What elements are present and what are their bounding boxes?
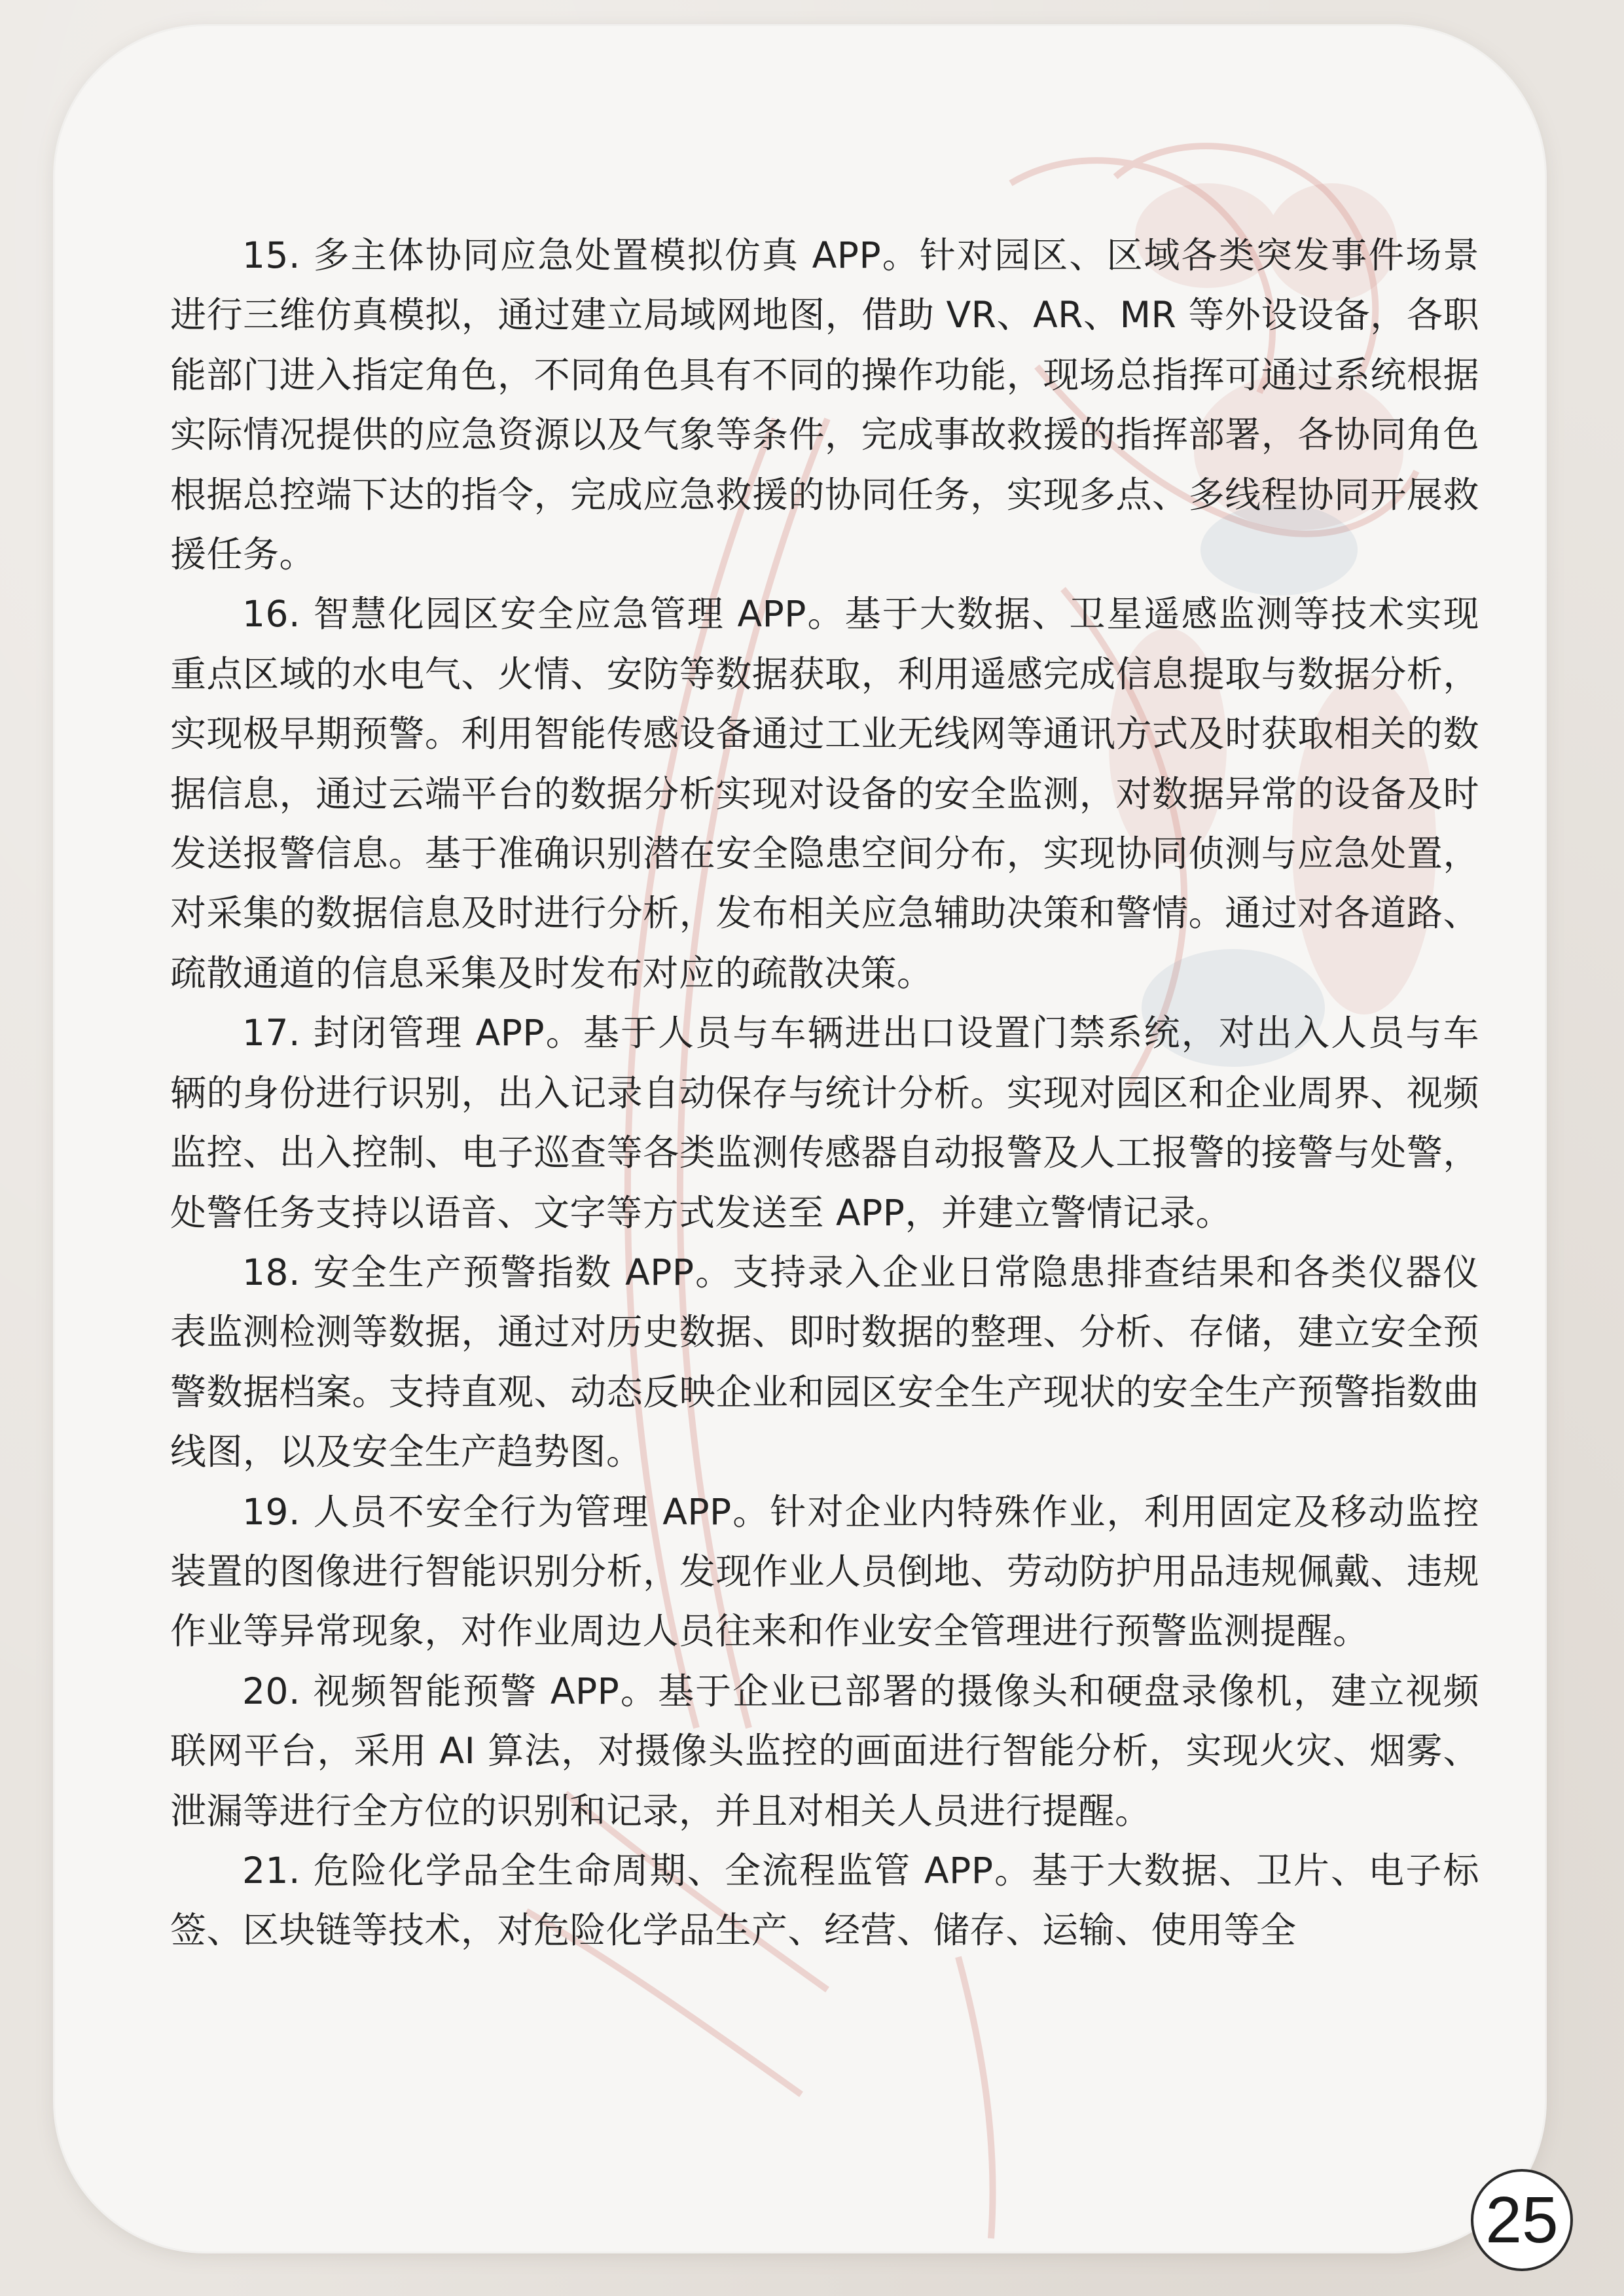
paragraph-19: 19. 人员不安全行为管理 APP。针对企业内特殊作业，利用固定及移动监控装置的图像进行智能识别分析，发现作业人员倒地、劳动防护用品违规佩戴、违规作业等异常现象，对作业周边人员往来和作业安全管理进行预警监测提醒。: [170, 1490, 1479, 1653]
paragraph-17: 17. 封闭管理 APP。基于人员与车辆进出口设置门禁系统，对出入人员与车辆的身份进行识别，出入记录自动保存与统计分析。实现对园区和企业周界、视频监控、出入控制、电子巡查等各类监测传感器自动报警及人工报警的接警与处警，处警任务支持以语音、文字等方式发送至 APP，并建立警情记录。: [170, 1012, 1479, 1234]
paragraph-20: 20. 视频智能预警 APP。基于企业已部署的摄像头和硬盘录像机，建立视频联网平台，采用 AI 算法，对摄像头监控的画面进行智能分析，实现火灾、烟雾、泄漏等进行全方位的识别和记录，并且对相关人员进行提醒。: [170, 1670, 1479, 1832]
paragraph-15: 15. 多主体协同应急处置模拟仿真 APP。针对园区、区域各类突发事件场景进行三维仿真模拟，通过建立局域网地图，借助 VR、AR、MR 等外设设备，各职能部门进入指定角色，不同角色具有不同的操作功能，现场总指挥可通过系统根据实际情况提供的应急资源以及气象等条件，完成事故救援的指挥部署，各协同角色根据总控端下达的指令，完成应急救援的协同任务，实现多点、多线程协同开展救援任务。: [170, 234, 1479, 576]
content-card: [55, 26, 1545, 2251]
document-body: [170, 226, 1479, 1961]
paragraph-16: 16. 智慧化园区安全应急管理 APP。基于大数据、卫星遥感监测等技术实现重点区域的水电气、火情、安防等数据获取，利用遥感完成信息提取与数据分析，实现极早期预警。利用智能传感设备通过工业无线网等通讯方式及时获取相关的数据信息，通过云端平台的数据分析实现对设备的安全监测，对数据异常的设备及时发送报警信息。基于准确识别潜在安全隐患空间分布，实现协同侦测与应急处置，对采集的数据信息及时进行分析，发布相关应急辅助决策和警情。通过对各道路、疏散通道的信息采集及时发布对应的疏散决策。: [170, 593, 1479, 994]
page-number: 25: [1471, 2169, 1573, 2271]
paragraph-21: 21. 危险化学品全生命周期、全流程监管 APP。基于大数据、卫片、电子标签、区块链等技术，对危险化学品生产、经营、储存、运输、使用等全: [170, 1849, 1479, 1952]
paragraph-18: 18. 安全生产预警指数 APP。支持录入企业日常隐患排查结果和各类仪器仪表监测检测等数据，通过对历史数据、即时数据的整理、分析、存储，建立安全预警数据档案。支持直观、动态反映企业和园区安全生产现状的安全生产预警指数曲线图，以及安全生产趋势图。: [170, 1251, 1479, 1473]
